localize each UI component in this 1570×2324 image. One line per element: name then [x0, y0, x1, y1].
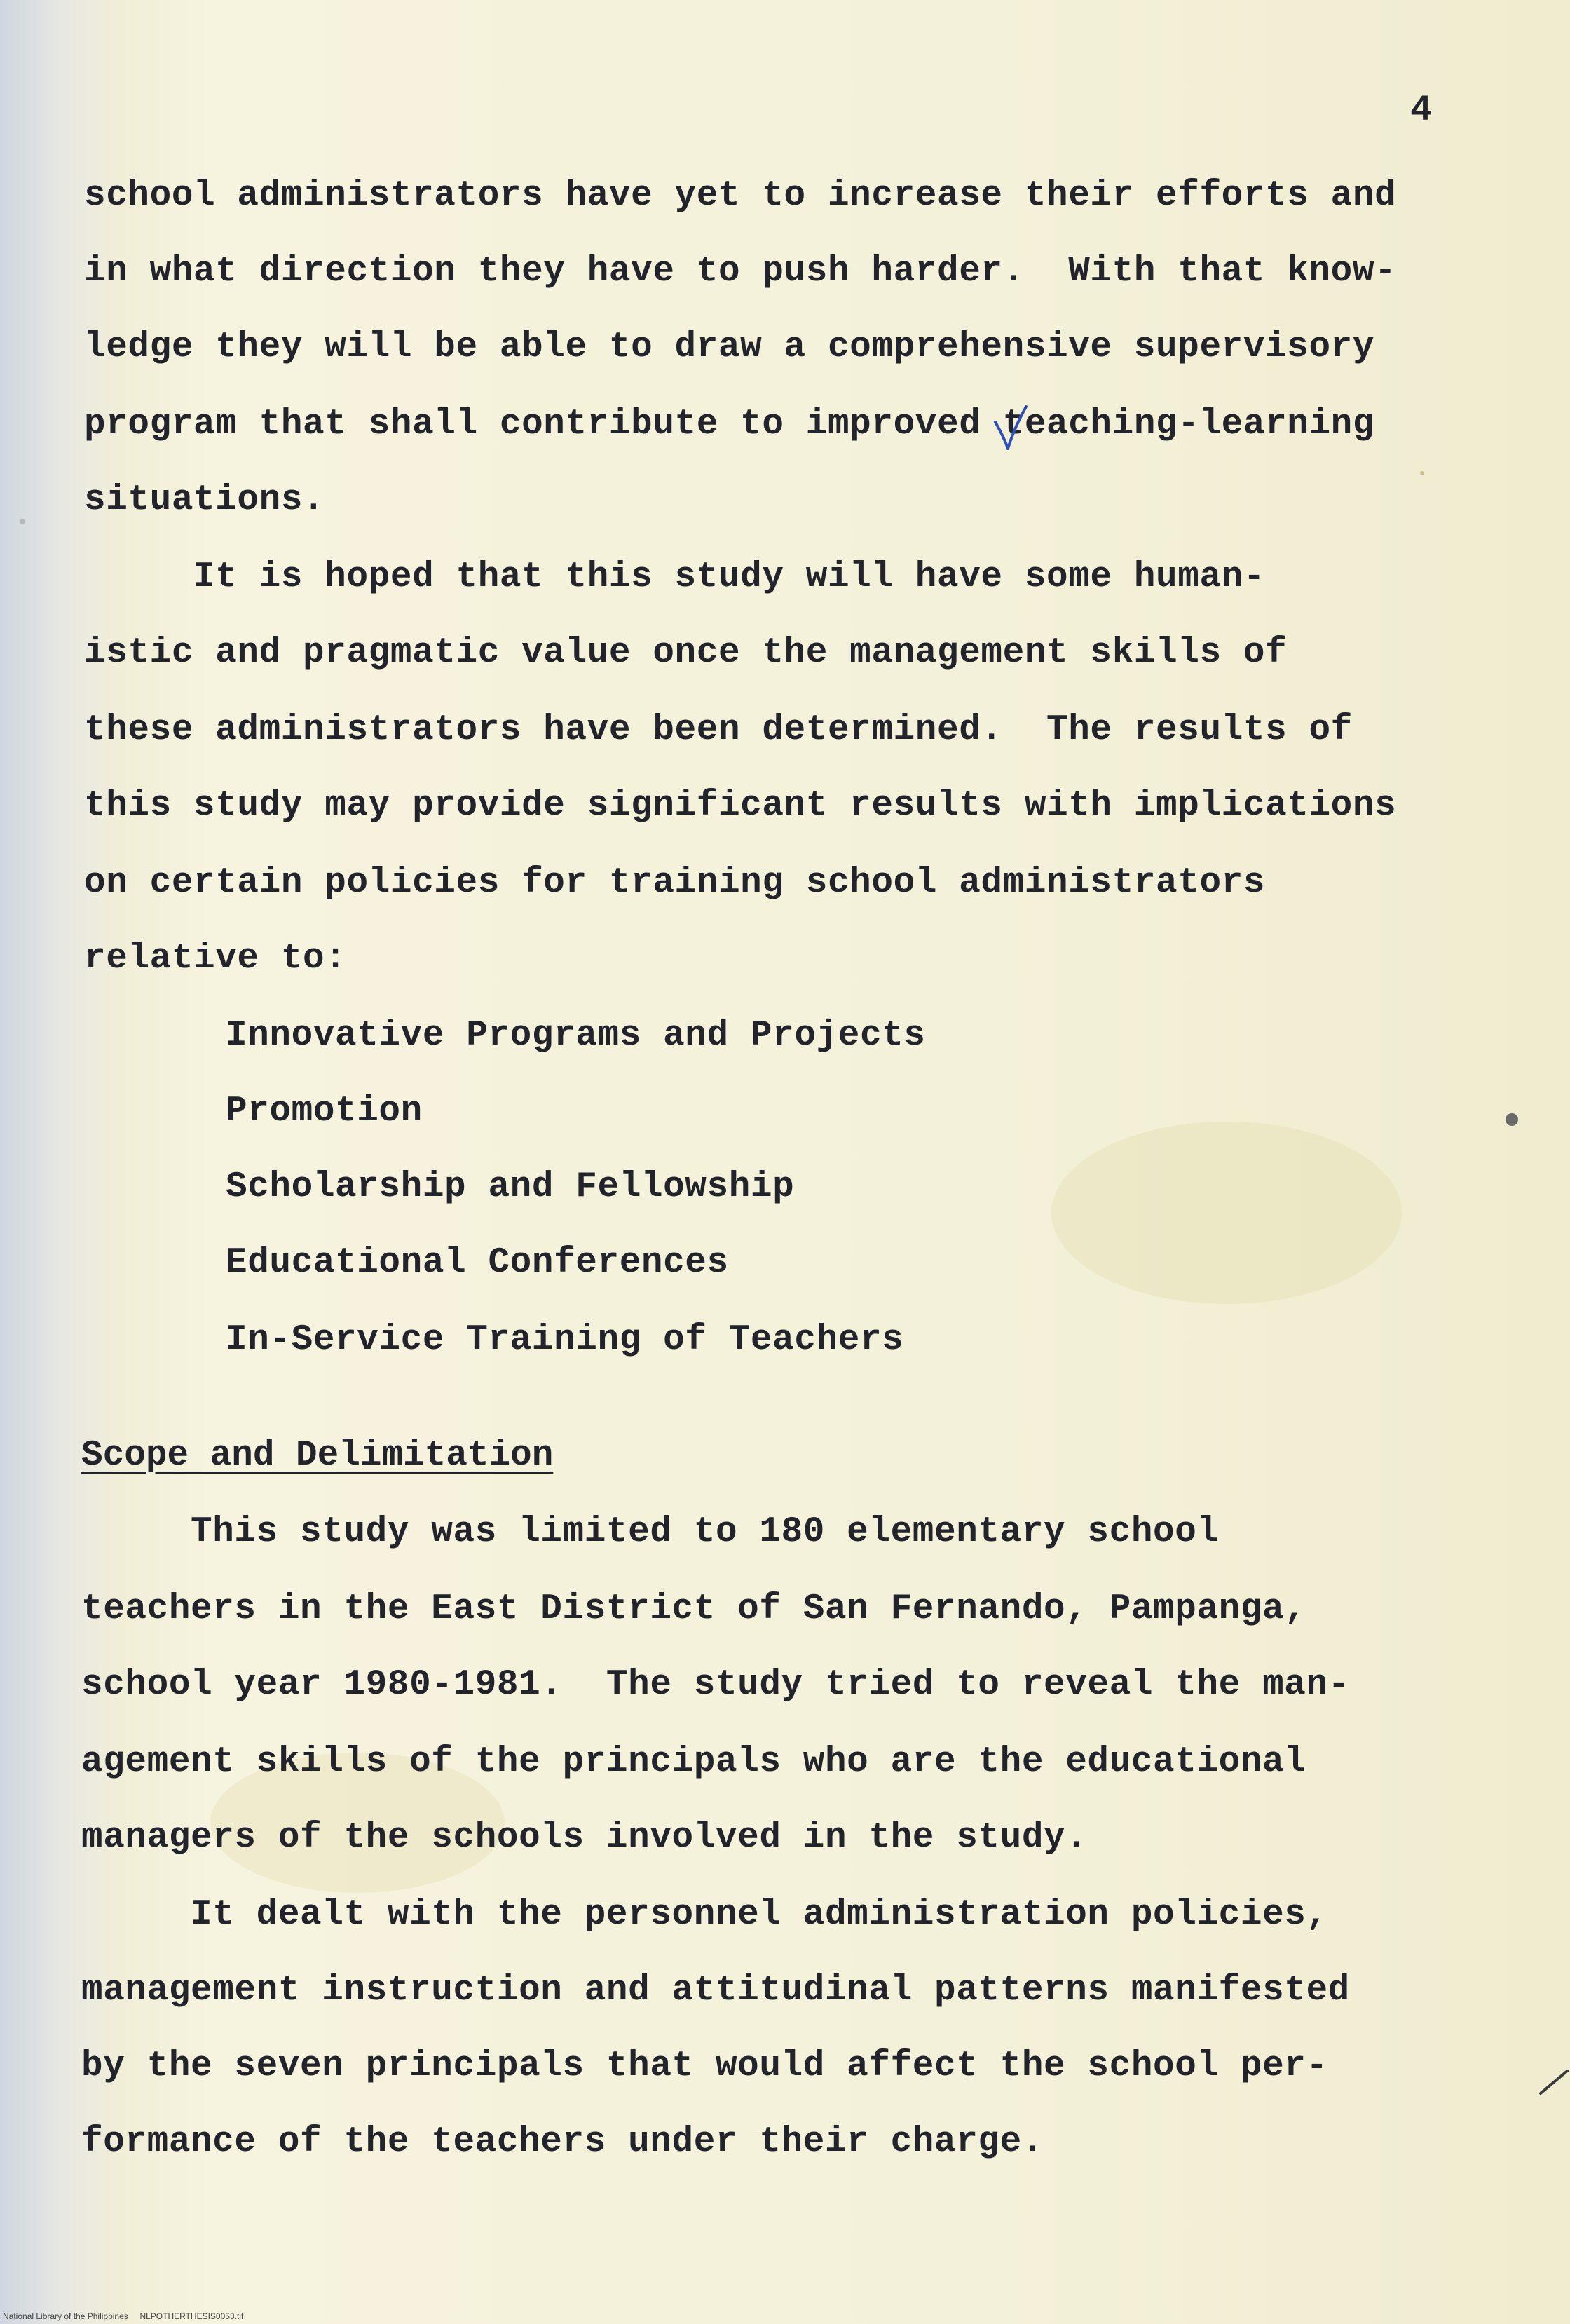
text-line: by the seven principals that would affect the school per- — [81, 2046, 1328, 2086]
paper-stain — [1051, 1122, 1402, 1304]
text-line: in what direction they have to push harder. With that know- — [84, 252, 1397, 292]
text-line: these administrators have been determined. The results of — [84, 710, 1353, 750]
handwritten-correction-mark — [991, 404, 1029, 453]
text-line: istic and pragmatic value once the management skills of — [84, 633, 1288, 673]
list-item: Innovative Programs and Projects — [226, 1016, 926, 1056]
text-line: formance of the teachers under their charge. — [81, 2122, 1044, 2162]
page-number: 4 — [1410, 90, 1433, 131]
text-line: It is hoped that this study will have some human- — [84, 557, 1266, 597]
list-item: Promotion — [226, 1092, 423, 1132]
text-line: ledge they will be able to draw a comprehensive supervisory — [84, 327, 1375, 367]
ink-speck — [20, 519, 25, 524]
text-line: management instruction and attitudinal patterns manifested — [81, 1971, 1350, 2011]
text-line: this study may provide significant results with implications — [84, 786, 1397, 826]
list-item: Scholarship and Fellowship — [226, 1167, 795, 1207]
text-line: agement skills of the principals who are the educational — [81, 1742, 1306, 1782]
section-heading: Scope and Delimitation — [81, 1436, 554, 1476]
text-line: school administrators have yet to increase their efforts and — [84, 176, 1397, 216]
list-item: In-Service Training of Teachers — [226, 1320, 904, 1360]
text-line: situations. — [84, 480, 325, 520]
ink-speck — [1506, 1113, 1518, 1126]
text-line: program that shall contribute to improved teaching-learning — [84, 405, 1375, 444]
text-line: This study was limited to 180 elementary school — [81, 1512, 1219, 1552]
scan-footer: National Library of the Philippines NLPOTHERTHESIS0053.tif — [3, 2311, 244, 2321]
text-line: school year 1980-1981. The study tried to reveal the man- — [81, 1665, 1350, 1705]
text-line: on certain policies for training school administrators — [84, 863, 1266, 903]
text-line: teachers in the East District of San Fernando, Pampanga, — [81, 1589, 1306, 1629]
ink-speck — [1420, 471, 1424, 475]
list-item: Educational Conferences — [226, 1243, 729, 1283]
pen-stroke-mark — [1539, 2068, 1570, 2096]
text-line: relative to: — [84, 939, 347, 979]
text-line: managers of the schools involved in the study. — [81, 1818, 1088, 1858]
text-line: It dealt with the personnel administration policies, — [81, 1895, 1328, 1935]
